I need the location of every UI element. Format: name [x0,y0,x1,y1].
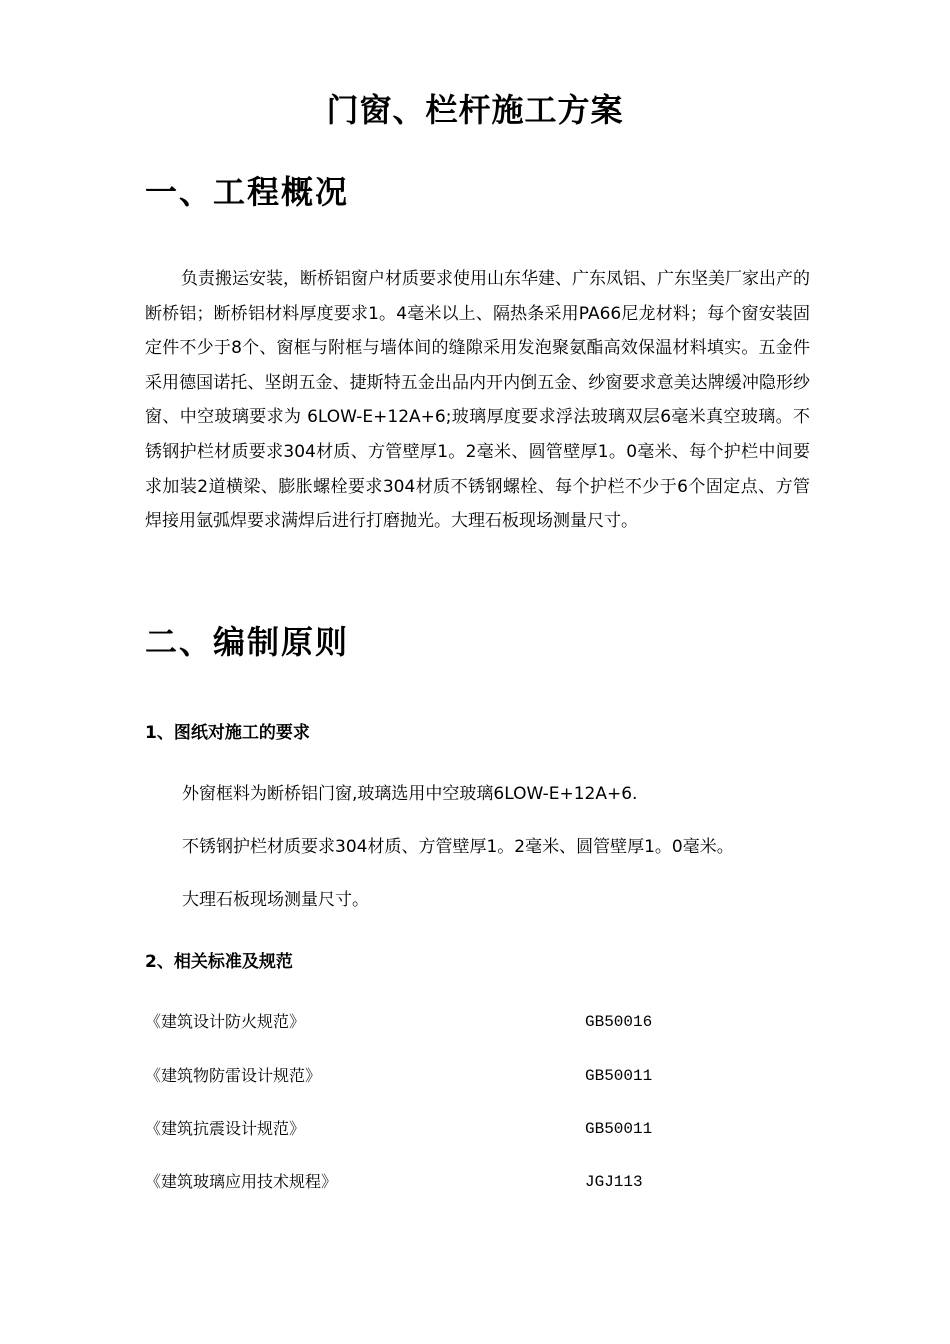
requirement-line: 外窗框料为断桥铝门窗,玻璃选用中空玻璃6LOW-E+12A+6. [182,784,638,804]
standard-name: 《建筑设计防火规范》 [145,1012,306,1031]
standard-row [145,1116,810,1142]
standard-code: JGJ113 [585,1173,643,1191]
requirement-line: 大理石板现场测量尺寸。 [182,890,369,910]
section-heading-compilation-principles: 二、编制原则 [145,623,350,661]
document-title: 门窗、栏杆施工方案 [326,91,624,129]
standard-name: 《建筑抗震设计规范》 [145,1119,306,1138]
project-overview-paragraph: 负责搬运安装，断桥铝窗户材质要求使用山东华建、广东凤铝、广东坚美厂家出产的断桥铝；断桥铝材料厚度要求1。4毫米以上、隔热条采用PA66尼龙材料；每个窗安装固定件不少于8个、窗框与附框与墙体间的缝隙采用发泡聚氨酯高效保温材料填实。五金件采用德国诺托、坚朗五金、捷斯特五金出品内开内倒五金、纱窗要求意美达牌缓冲隐形纱窗、中空玻璃要求为 6LOW-E+12A+6;玻璃厚度要求浮法玻璃双层6毫米真空玻璃。不锈钢护栏材质要求304材质、方管壁厚1。2毫米、圆管壁厚1。0毫米、每个护栏中间要求加装2道横梁、膨胀螺栓要求304材质不锈钢螺栓、每个护栏不少于6个固定点、方管焊接用氩弧焊要求满焊后进行打磨抛光。大理石板现场测量尺寸。 [145,269,810,532]
section-heading-project-overview: 一、工程概况 [145,173,350,211]
standard-row [145,1009,810,1035]
standard-row [145,1169,810,1195]
standard-code: GB50011 [585,1067,653,1085]
requirement-line: 不锈钢护栏材质要求304材质、方管壁厚1。2毫米、圆管壁厚1。0毫米。 [182,837,734,857]
standard-name: 《建筑玻璃应用技术规程》 [145,1172,338,1191]
standard-name: 《建筑物防雷设计规范》 [145,1066,322,1085]
standard-code: GB50011 [585,1120,653,1138]
subsection-heading-standards: 2、相关标准及规范 [145,952,293,972]
subsection-heading-drawing-requirements: 1、图纸对施工的要求 [145,723,310,743]
standard-code: GB50016 [585,1013,653,1031]
standard-row [145,1063,810,1089]
